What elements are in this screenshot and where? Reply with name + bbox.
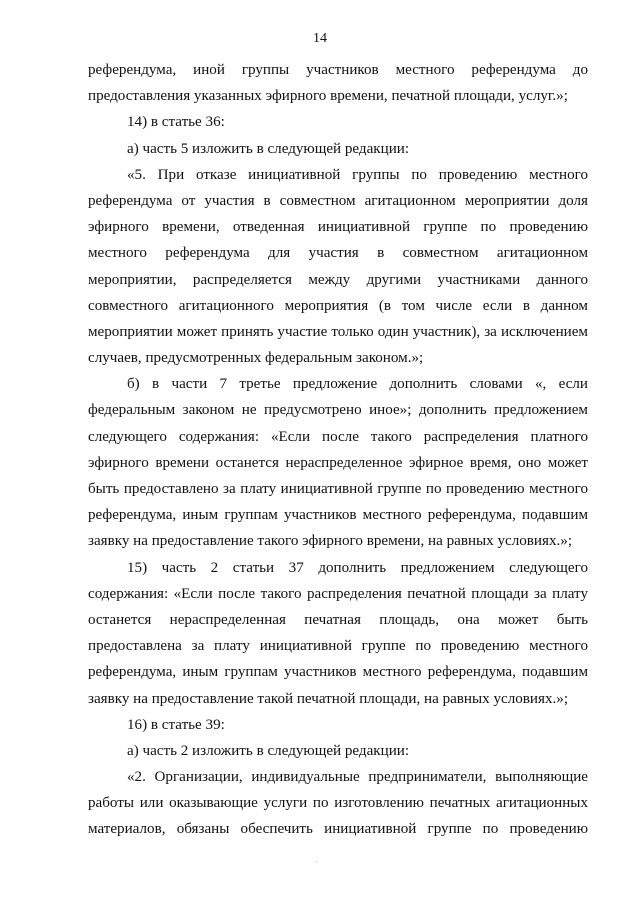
- document-body-text: [88, 57, 588, 843]
- text-line: предоставления указанных эфирного времени, печатной площади, услуг.»;: [88, 88, 568, 105]
- text-line: заявку на предоставление такого эфирного времени, на равных условиях.»;: [88, 533, 573, 550]
- text-line: заявку на предоставление такой печатной площади, на равных условиях.»;: [88, 690, 569, 707]
- text-line: работы или оказывающие услуги по изготовлению печатных агитационных: [88, 795, 588, 812]
- text-line: эфирного времени, отведенная инициативной группе по проведению: [88, 219, 588, 236]
- text-line: а) часть 5 изложить в следующей редакции:: [127, 140, 410, 157]
- scan-speck: [316, 861, 317, 862]
- text-line: предоставлена за плату инициативной группе по проведению местного: [88, 638, 588, 655]
- text-line: 16) в статье 39:: [127, 716, 225, 733]
- text-line: референдума от участия в совместном агитационном мероприятии доля: [88, 192, 588, 209]
- text-line: совместного агитационного мероприятия (в том числе если в данном: [88, 297, 588, 314]
- text-line: останется нераспределенная печатная площадь, она может быть: [88, 611, 588, 628]
- text-line: референдума, иным группам участников местного референдума, подавшим: [88, 507, 588, 524]
- text-line: а) часть 2 изложить в следующей редакции:: [127, 742, 410, 759]
- text-line: мероприятии, распределяется между другими участниками данного: [88, 271, 588, 288]
- text-line: случаев, предусмотренных федеральным законом.»;: [88, 350, 424, 367]
- text-line: содержания: «Если после такого распределения печатной площади за плату: [88, 585, 588, 602]
- text-line: быть предоставлено за плату инициативной группе по проведению местного: [88, 481, 588, 497]
- page-number: 14: [313, 31, 327, 46]
- text-line: референдума, иным группам участников местного референдума, подавшим: [88, 664, 588, 681]
- text-line: местного референдума для участия в совместном агитационном: [88, 245, 588, 262]
- text-line: 15) часть 2 статьи 37 дополнить предложением следующего: [127, 559, 588, 576]
- text-line: 14) в статье 36:: [127, 114, 225, 131]
- text-line: материалов, обязаны обеспечить инициативной группе по проведению: [88, 821, 588, 838]
- text-line: мероприятии может принять участие только один участник), за исключением: [88, 323, 588, 340]
- text-line: федеральным законом не предусмотрено иное»; дополнить предложением: [88, 402, 588, 419]
- text-line: референдума, иной группы участников местного референдума до: [88, 62, 588, 78]
- text-line: следующего содержания: «Если после такого распределения платного: [88, 428, 588, 445]
- text-line: б) в части 7 третье предложение дополнить словами «, если: [127, 376, 588, 393]
- text-line: эфирного времени останется нераспределенное эфирное время, оно может: [88, 454, 588, 471]
- text-line: «5. При отказе инициативной группы по проведению местного: [127, 166, 588, 183]
- text-line: «2. Организации, индивидуальные предприниматели, выполняющие: [127, 769, 588, 786]
